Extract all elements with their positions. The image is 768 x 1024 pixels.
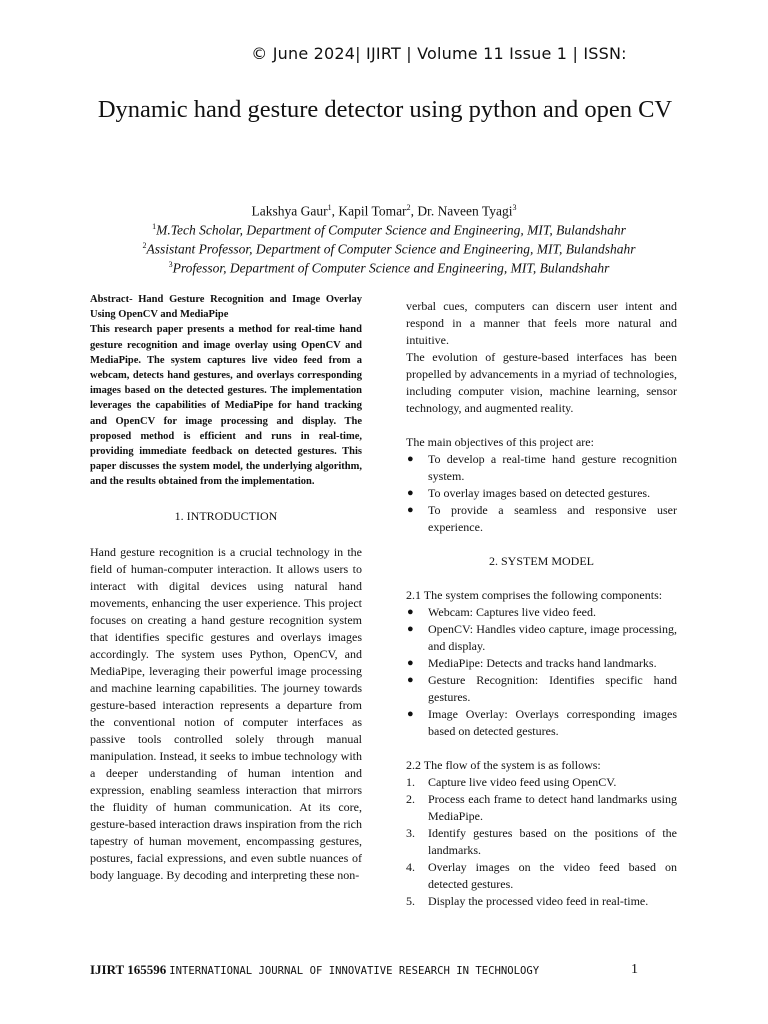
paper-title: Dynamic hand gesture detector using python and open CV <box>97 96 673 123</box>
list-item-text: To overlay images based on detected gestures. <box>428 486 651 500</box>
objectives-list <box>406 451 677 536</box>
list-item <box>406 791 677 825</box>
section-heading-introduction: 1. INTRODUCTION <box>174 508 278 523</box>
author-sup: 3 <box>512 203 517 212</box>
list-item <box>406 604 677 621</box>
list-number: 1. <box>406 775 415 789</box>
list-number: 4. <box>406 860 415 874</box>
footer-paper-id: IJIRT 165596 <box>90 962 167 977</box>
author-separator: , <box>331 203 339 219</box>
list-item <box>406 502 677 536</box>
page-footer <box>90 962 638 978</box>
objectives-intro: The main objectives of this project are: <box>406 435 594 449</box>
affiliation-text: Professor, Department of Computer Science and Engineering, MIT, Bulandshahr <box>172 260 610 276</box>
bullet-icon: ● <box>407 623 414 635</box>
components-list <box>406 604 677 740</box>
list-item-text: Gesture Recognition: Identifies specific hand gestures. <box>428 673 677 704</box>
list-item-text: OpenCV: Handles video capture, image processing, and display. <box>428 622 677 653</box>
list-item-text: Identify gestures based on the positions of the landmarks. <box>428 826 677 857</box>
bullet-icon: ● <box>407 674 414 686</box>
bullet-icon: ● <box>407 453 414 465</box>
affiliation-sup: 1 <box>152 222 157 231</box>
list-number: 5. <box>406 894 415 908</box>
affiliation-text: Assistant Professor, Department of Computer Science and Engineering, MIT, Bulandshahr <box>146 241 636 257</box>
list-number: 3. <box>406 826 415 840</box>
author-name: Lakshya Gaur <box>251 203 328 219</box>
list-item <box>406 655 677 672</box>
author-name: Kapil Tomar <box>338 203 407 219</box>
bullet-icon: ● <box>407 606 414 618</box>
list-item-text: Overlay images on the video feed based on detected gestures. <box>428 860 677 891</box>
bullet-icon: ● <box>407 657 414 669</box>
list-item-text: Image Overlay: Overlays corresponding images based on detected gestures. <box>428 707 677 738</box>
bullet-icon: ● <box>407 708 414 720</box>
introduction-continuation: verbal cues, computers can discern user intent and respond in a manner that feels more natural and intuitive. <box>406 299 677 347</box>
list-item <box>406 621 677 655</box>
list-item-text: To develop a real-time hand gesture recognition system. <box>428 452 677 483</box>
list-item <box>406 825 677 859</box>
author-name: Dr. Naveen Tyagi <box>417 203 513 219</box>
list-item <box>406 859 677 893</box>
abstract-body: This research paper presents a method for real-time hand gesture recognition and image overlay using OpenCV and MediaPipe. The system captures live video feed from a webcam, detects hand gestures, and overlays corresponding images based on the detected gestures. The implementation leverages the capabilities of MediaPipe for hand tracking and OpenCV for image processing and display. The proposed method is efficient and runs in real-time, providing immediate feedback on detected gestures. This paper discusses the system model, the underlying algorithm, and the results obtained from the implementation. <box>90 324 362 488</box>
list-item-text: Webcam: Captures live video feed. <box>428 605 596 619</box>
flow-intro: 2.2 The flow of the system is as follows: <box>406 758 601 772</box>
introduction-body: Hand gesture recognition is a crucial technology in the field of human-computer interaction. It allows users to interact with digital devices using natural hand movements, enhancing the user experience. This project focuses on creating a hand gesture recognition system that identifies specific gestures and overlays images accordingly. The system uses Python, OpenCV, and MediaPipe, leveraging their powerful image processing and machine learning capabilities. The journey towards gesture-based interaction represents a departure from the conventional notion of computer interfaces as passive tools controlled solely through manual manipulation. Instead, it seeks to imbue technology with a deeper understanding of human intention and expression, enabling seamless interaction that mirrors the fluidity of human communication. At its core, gesture-based interaction draws inspiration from the rich tapestry of human movement, encompassing gestures, postures, facial expressions, and even subtle nuances of body language. By decoding and interpreting these non- <box>90 544 362 882</box>
list-item-text: MediaPipe: Detects and tracks hand landmarks. <box>428 656 657 670</box>
list-item-text: Display the processed video feed in real-time. <box>428 894 649 908</box>
list-item <box>406 706 677 740</box>
affiliation-sup: 2 <box>142 241 147 250</box>
list-item-text: Capture live video feed using OpenCV. <box>428 775 617 789</box>
list-number: 2. <box>406 792 415 806</box>
list-item <box>406 485 677 502</box>
list-item-text: To provide a seamless and responsive user experience. <box>428 503 677 534</box>
page-number: 1 <box>631 962 638 977</box>
section-heading-system-model: 2. SYSTEM MODEL <box>488 554 594 568</box>
left-column <box>90 292 362 884</box>
introduction-evolution: The evolution of gesture-based interfaces has been propelled by advancements in a myriad of technologies, including computer vision, machine learning, sensor technology, and augmented reality. <box>406 350 677 415</box>
abstract-heading: Abstract- Hand Gesture Recognition and Image Overlay Using OpenCV and MediaPipe <box>90 294 362 321</box>
bullet-icon: ● <box>407 504 414 516</box>
affiliation-sup: 3 <box>168 260 173 269</box>
bullet-icon: ● <box>407 487 414 499</box>
affiliation-text: M.Tech Scholar, Department of Computer Science and Engineering, MIT, Bulandshahr <box>156 222 626 238</box>
journal-header: © June 2024| IJIRT | Volume 11 Issue 1 | ISSN: <box>251 44 627 63</box>
components-intro: 2.1 The system comprises the following components: <box>406 588 663 602</box>
list-item-text: Process each frame to detect hand landmarks using MediaPipe. <box>428 792 677 823</box>
author-sup: 2 <box>406 203 411 212</box>
footer-journal-name: INTERNATIONAL JOURNAL OF INNOVATIVE RESEARCH IN TECHNOLOGY <box>169 965 540 977</box>
flow-list <box>406 774 677 910</box>
author-sup: 1 <box>327 203 332 212</box>
author-separator: , <box>410 203 418 219</box>
list-item <box>406 672 677 706</box>
list-item <box>406 451 677 485</box>
list-item <box>406 893 677 910</box>
list-item <box>406 774 677 791</box>
right-column <box>406 298 677 910</box>
affiliation <box>0 255 768 278</box>
